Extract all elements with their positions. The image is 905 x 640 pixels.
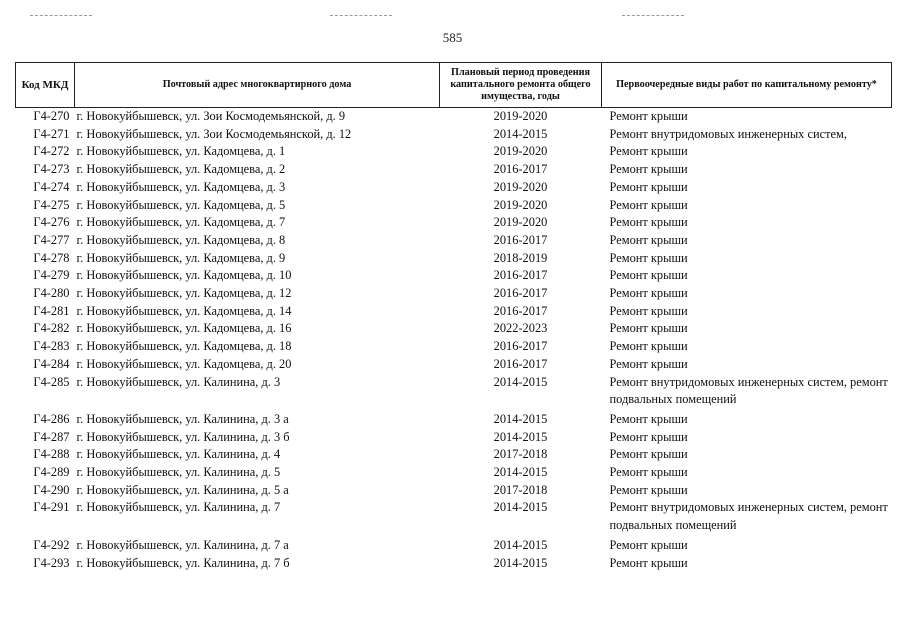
table-row <box>16 250 892 268</box>
row-period: 2016-2017 <box>493 339 548 354</box>
row-works: Ремонт крыши <box>609 286 688 301</box>
row-code: Г4-277 <box>33 232 70 247</box>
row-code: Г4-293 <box>33 555 70 570</box>
row-code: Г4-276 <box>33 215 70 230</box>
row-address: г. Новокуйбышевск, ул. Кадомцева, д. 8 <box>76 232 286 247</box>
row-code: Г4-292 <box>33 537 70 552</box>
row-code: Г4-271 <box>33 126 70 141</box>
row-code: Г4-281 <box>33 303 70 318</box>
row-code: Г4-279 <box>33 268 70 283</box>
row-code: Г4-274 <box>33 179 70 194</box>
row-address: г. Новокуйбышевск, ул. Кадомцева, д. 14 <box>76 303 292 318</box>
row-address: г. Новокуйбышевск, ул. Калинина, д. 4 <box>76 447 281 462</box>
table-row <box>16 429 892 447</box>
row-works: Ремонт крыши <box>609 215 688 230</box>
row-period: 2014-2015 <box>493 537 548 552</box>
table-row <box>16 161 892 179</box>
row-works: Ремонт крыши <box>609 429 688 444</box>
scan-artifact-right <box>622 15 684 17</box>
row-address: г. Новокуйбышевск, ул. Кадомцева, д. 5 <box>76 197 286 212</box>
row-address: г. Новокуйбышевск, ул. Кадомцева, д. 18 <box>76 339 292 354</box>
row-address: г. Новокуйбышевск, ул. Кадомцева, д. 12 <box>76 286 292 301</box>
row-works: Ремонт крыши <box>609 321 688 336</box>
table-row <box>16 267 892 285</box>
row-works: Ремонт внутридомовых инженерных систем, ремонт подвальных помещений <box>609 500 888 533</box>
row-period: 2022-2023 <box>493 321 548 336</box>
table-row <box>16 356 892 374</box>
row-code: Г4-272 <box>33 144 70 159</box>
row-period: 2017-2018 <box>493 447 548 462</box>
row-period: 2016-2017 <box>493 232 548 247</box>
row-works: Ремонт крыши <box>609 447 688 462</box>
table-body <box>16 108 892 573</box>
row-period: 2019-2020 <box>493 144 548 159</box>
row-works: Ремонт крыши <box>609 465 688 480</box>
row-address: г. Новокуйбышевск, ул. Калинина, д. 5 <box>76 465 281 480</box>
row-period: 2016-2017 <box>493 303 548 318</box>
row-period: 2019-2020 <box>493 197 548 212</box>
table-row <box>16 108 892 126</box>
row-works: Ремонт внутридомовых инженерных систем, ремонт подвальных помещений <box>609 374 888 407</box>
row-works: Ремонт крыши <box>609 537 688 552</box>
row-address: г. Новокуйбышевск, ул. Кадомцева, д. 16 <box>76 321 292 336</box>
row-address: г. Новокуйбышевск, ул. Калинина, д. 3 а <box>76 411 289 426</box>
row-works: Ремонт крыши <box>609 197 688 212</box>
row-works: Ремонт крыши <box>609 303 688 318</box>
row-address: г. Новокуйбышевск, ул. Калинина, д. 7 б <box>76 555 290 570</box>
row-address: г. Новокуйбышевск, ул. Кадомцева, д. 7 <box>76 215 286 230</box>
row-works: Ремонт крыши <box>609 179 688 194</box>
row-period: 2016-2017 <box>493 356 548 371</box>
row-code: Г4-280 <box>33 286 70 301</box>
table-row <box>16 126 892 144</box>
row-works: Ремонт крыши <box>609 339 688 354</box>
row-address: г. Новокуйбышевск, ул. Калинина, д. 3 <box>76 374 281 389</box>
row-address: г. Новокуйбышевск, ул. Зои Космодемьянской, д. 9 <box>76 109 346 123</box>
header-code: Код МКД <box>16 63 75 108</box>
table-row <box>16 303 892 321</box>
row-period: 2016-2017 <box>493 162 548 177</box>
table-row <box>16 338 892 356</box>
row-code: Г4-285 <box>33 374 70 389</box>
row-period: 2014-2015 <box>493 374 548 389</box>
row-code: Г4-275 <box>33 197 70 212</box>
table-row <box>16 555 892 573</box>
row-period: 2014-2015 <box>493 429 548 444</box>
row-code: Г4-270 <box>33 109 70 123</box>
row-code: Г4-288 <box>33 447 70 462</box>
row-works: Ремонт внутридомовых инженерных систем, <box>609 126 847 141</box>
row-address: г. Новокуйбышевск, ул. Кадомцева, д. 3 <box>76 179 286 194</box>
header-period: Плановый период проведения капитального ремонта общего имущества, годы <box>440 63 602 108</box>
row-works: Ремонт крыши <box>609 268 688 283</box>
table-row <box>16 232 892 250</box>
header-works: Первоочередные виды работ по капитальному ремонту* <box>602 63 892 108</box>
row-period: 2014-2015 <box>493 555 548 570</box>
row-code: Г4-283 <box>33 339 70 354</box>
row-period: 2019-2020 <box>493 109 548 123</box>
row-works: Ремонт крыши <box>609 109 688 123</box>
row-works: Ремонт крыши <box>609 482 688 497</box>
row-works: Ремонт крыши <box>609 250 688 265</box>
table-row <box>16 179 892 197</box>
table-row <box>16 411 892 429</box>
row-period: 2019-2020 <box>493 215 548 230</box>
row-code: Г4-287 <box>33 429 70 444</box>
row-works: Ремонт крыши <box>609 411 688 426</box>
row-works: Ремонт крыши <box>609 232 688 247</box>
row-works: Ремонт крыши <box>609 162 688 177</box>
row-address: г. Новокуйбышевск, ул. Кадомцева, д. 20 <box>76 356 292 371</box>
row-address: г. Новокуйбышевск, ул. Кадомцева, д. 9 <box>76 250 286 265</box>
table-row <box>16 143 892 161</box>
row-period: 2014-2015 <box>493 126 548 141</box>
row-address: г. Новокуйбышевск, ул. Кадомцева, д. 1 <box>76 144 286 159</box>
row-period: 2014-2015 <box>493 500 548 515</box>
row-code: Г4-273 <box>33 162 70 177</box>
row-address: г. Новокуйбышевск, ул. Кадомцева, д. 10 <box>76 268 292 283</box>
row-period: 2016-2017 <box>493 286 548 301</box>
scan-artifact-left <box>30 15 92 17</box>
page-number: 585 <box>442 30 463 45</box>
row-address: г. Новокуйбышевск, ул. Калинина, д. 5 а <box>76 482 289 497</box>
row-works: Ремонт крыши <box>609 555 688 570</box>
scan-artifact-center <box>330 15 392 17</box>
table-row <box>16 197 892 215</box>
header-address: Почтовый адрес многоквартирного дома <box>75 63 440 108</box>
table-row <box>16 374 892 411</box>
row-code: Г4-286 <box>33 411 70 426</box>
row-code: Г4-289 <box>33 465 70 480</box>
row-code: Г4-282 <box>33 321 70 336</box>
row-code: Г4-284 <box>33 356 70 371</box>
table-header <box>16 63 892 108</box>
row-period: 2017-2018 <box>493 482 548 497</box>
row-address: г. Новокуйбышевск, ул. Калинина, д. 7 <box>76 500 281 515</box>
table-row <box>16 446 892 464</box>
table-row <box>16 214 892 232</box>
row-period: 2018-2019 <box>493 250 548 265</box>
row-address: г. Новокуйбышевск, ул. Кадомцева, д. 2 <box>76 162 286 177</box>
row-code: Г4-278 <box>33 250 70 265</box>
row-code: Г4-291 <box>33 500 70 515</box>
table-row <box>16 537 892 555</box>
row-works: Ремонт крыши <box>609 356 688 371</box>
table-row <box>16 499 892 536</box>
table-row <box>16 482 892 500</box>
row-address: г. Новокуйбышевск, ул. Зои Космодемьянской, д. 12 <box>76 126 352 141</box>
row-address: г. Новокуйбышевск, ул. Калинина, д. 3 б <box>76 429 290 444</box>
row-address: г. Новокуйбышевск, ул. Калинина, д. 7 а <box>76 537 289 552</box>
row-period: 2014-2015 <box>493 411 548 426</box>
table-row <box>16 320 892 338</box>
row-period: 2019-2020 <box>493 179 548 194</box>
mkd-register-table <box>15 62 892 572</box>
header-row <box>16 63 892 108</box>
row-code: Г4-290 <box>33 482 70 497</box>
row-works: Ремонт крыши <box>609 144 688 159</box>
table-row <box>16 464 892 482</box>
table-row <box>16 285 892 303</box>
row-period: 2014-2015 <box>493 465 548 480</box>
row-period: 2016-2017 <box>493 268 548 283</box>
